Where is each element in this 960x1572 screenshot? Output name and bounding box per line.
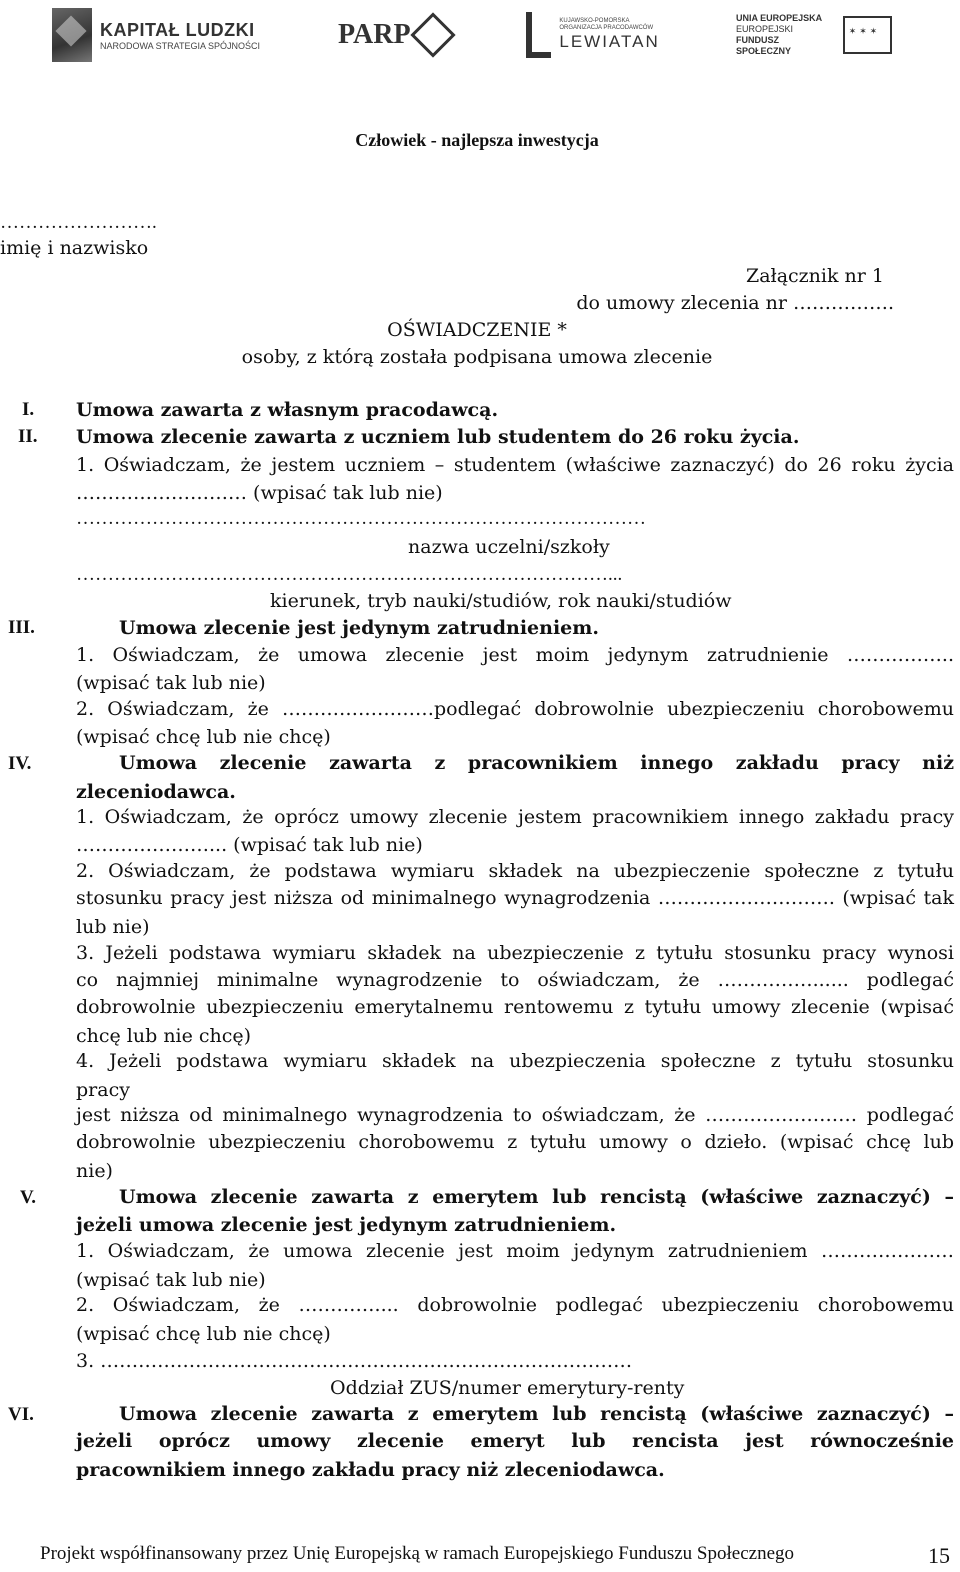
section-4-point-4b: pracy	[76, 1079, 130, 1101]
section-4-title-b: zleceniodawca.	[76, 781, 236, 803]
contract-number: do umowy zlecenia nr …………….	[576, 292, 894, 314]
lewiatan-subtitle: KUJAWSKO-POMORSKA ORGANIZACJA PRACODAWCÓW	[559, 18, 654, 31]
section-5-point-2a: 2. Oświadczam, że ………….... dobrowolnie podlegać ubezpieczeniu chorobowemu	[76, 1294, 954, 1316]
lewiatan-icon	[526, 12, 551, 58]
section-5-title-b: jeżeli umowa zlecenie jest jedynym zatrudnieniem.	[76, 1214, 617, 1236]
section-6-number: VI.	[8, 1404, 34, 1425]
section-5-zus-label: Oddział ZUS/numer emerytury-renty	[330, 1377, 685, 1399]
section-4-number: IV.	[8, 753, 32, 774]
page-title: OŚWIADCZENIE *	[387, 319, 567, 341]
ue-logo	[736, 6, 892, 64]
section-4-point-3b: co najmniej minimalne wynagrodzenie to oświadczam, że ……………...... podlegać	[76, 969, 954, 991]
kapital-ludzki-icon	[52, 8, 92, 62]
section-5-point-1a: 1. Oświadczam, że umowa zlecenie jest moim jedynym zatrudnieniem …………………	[76, 1240, 954, 1262]
section-6-title-a: Umowa zlecenie zawarta z emerytem lub rencistą (właściwe zaznaczyć) –	[119, 1403, 954, 1425]
section-2-number: II.	[18, 426, 38, 447]
section-4-point-1a: 1. Oświadczam, że oprócz umowy zlecenie jestem pracownikiem innego zakładu pracy	[76, 806, 954, 828]
attachment-label: Załącznik nr 1	[746, 265, 884, 287]
section-4-point-1b: …………………... (wpisać tak lub nie)	[76, 834, 423, 856]
section-4-point-3a: 3. Jeżeli podstawa wymiaru składek na ubezpieczenie z tytułu stosunku pracy wynosi	[76, 942, 954, 964]
section-3-point-2b: (wpisać chcę lub nie chcę)	[76, 726, 331, 748]
name-dots: …………………….	[0, 212, 157, 233]
section-6-title-c: pracownikiem innego zakładu pracy niż zleceniodawca.	[76, 1459, 665, 1481]
section-5-number: V.	[20, 1187, 37, 1208]
section-2-point-1a: 1. Oświadczam, że jestem uczniem – studentem (właściwe zaznaczyć) do 26 roku życia	[76, 454, 954, 476]
kapital-ludzki-subtitle: NARODOWA STRATEGIA SPÓJNOŚCI	[100, 40, 261, 51]
section-4-point-3d: chcę lub nie chcę)	[76, 1025, 252, 1047]
section-6-title-b: jeżeli oprócz umowy zlecenie emeryt lub rencista jest równocześnie	[76, 1430, 954, 1452]
parp-icon	[410, 12, 455, 57]
section-1-number: I.	[22, 399, 35, 420]
section-5-point-2b: (wpisać chcę lub nie chcę)	[76, 1323, 331, 1345]
section-3-point-2a: 2. Oświadczam, że ……………………podlegać dobrowolnie ubezpieczeniu chorobowemu	[76, 698, 954, 720]
section-4-point-2b: stosunku pracy jest niższa od minimalnego wynagrodzenia ………………………. (wpisać tak	[76, 887, 954, 909]
ue-line-3: FUNDUSZ SPOŁECZNY	[736, 35, 792, 56]
lewiatan-text: LEWIATAN	[559, 32, 660, 51]
section-3-point-1a: 1. Oświadczam, że umowa zlecenie jest moim jedynym zatrudnienie ……………..	[76, 644, 954, 666]
section-5-point-1b: (wpisać tak lub nie)	[76, 1269, 266, 1291]
ue-line-1: UNIA EUROPEJSKA	[736, 13, 823, 23]
section-4-point-4c: jest niższa od minimalnego wynagrodzenia to oświadczam, że …………………… podlegać	[76, 1104, 954, 1126]
section-4-point-3c: dobrowolnie ubezpieczeniu emerytalnemu rentowemu z tytułu umowy zlecenie (wpisać	[76, 996, 954, 1018]
parp-logo	[338, 6, 458, 64]
section-5-title-a: Umowa zlecenie zawarta z emerytem lub rencistą (właściwe zaznaczyć) –	[119, 1186, 954, 1208]
section-4-title-a: Umowa zlecenie zawarta z pracownikiem innego zakładu pracy niż	[119, 752, 954, 774]
kapital-ludzki-logo	[52, 6, 262, 64]
section-2-point-1b: ……………………… (wpisać tak lub nie)	[76, 482, 443, 504]
page-number: 15	[928, 1543, 950, 1568]
footer-note: Projekt współfinansowany przez Unię Europejską w ramach Europejskiego Funduszu Społecznego	[40, 1543, 794, 1564]
motto: Człowiek - najlepsza inwestycja	[355, 130, 599, 150]
name-label: imię i nazwisko	[0, 237, 149, 259]
section-1-title: Umowa zawarta z własnym pracodawcą.	[76, 399, 499, 421]
section-3-number: III.	[8, 617, 35, 638]
section-5-point-3: 3. …………………………………………………………………………	[76, 1350, 633, 1372]
page-subtitle: osoby, z którą została podpisana umowa zlecenie	[241, 346, 713, 368]
section-4-point-4e: nie)	[76, 1160, 113, 1182]
ue-line-2: EUROPEJSKI	[736, 24, 794, 34]
section-2-school-dots: ………………………………………………………………………………	[76, 508, 646, 529]
section-4-point-4a: 4. Jeżeli podstawa wymiaru składek na ubezpieczenia społeczne z tytułu stosunku	[76, 1050, 954, 1072]
lewiatan-logo	[526, 6, 666, 64]
section-4-point-2c: lub nie)	[76, 916, 150, 938]
section-2-field-label: kierunek, tryb nauki/studiów, rok nauki/studiów	[270, 590, 732, 612]
section-4-point-2a: 2. Oświadczam, że podstawa wymiaru składek na ubezpieczenie społeczne z tytułu	[76, 860, 954, 882]
section-3-point-1b: (wpisać tak lub nie)	[76, 672, 266, 694]
section-3-title: Umowa zlecenie jest jedynym zatrudnieniem.	[119, 617, 599, 639]
section-2-field-dots: …………………………………………………………………………...	[76, 564, 623, 585]
section-2-school-label: nazwa uczelni/szkoły	[408, 536, 610, 558]
eu-flag-icon	[843, 16, 892, 54]
logo-bar	[0, 0, 960, 70]
section-4-point-4d: dobrowolnie ubezpieczeniu chorobowemu z tytułu umowy o dzieło. (wpisać chcę lub	[76, 1131, 954, 1153]
kapital-ludzki-title: KAPITAŁ LUDZKI	[100, 19, 255, 40]
parp-text: PARP	[338, 19, 411, 50]
section-2-title: Umowa zlecenie zawarta z uczniem lub studentem do 26 roku życia.	[76, 426, 800, 448]
